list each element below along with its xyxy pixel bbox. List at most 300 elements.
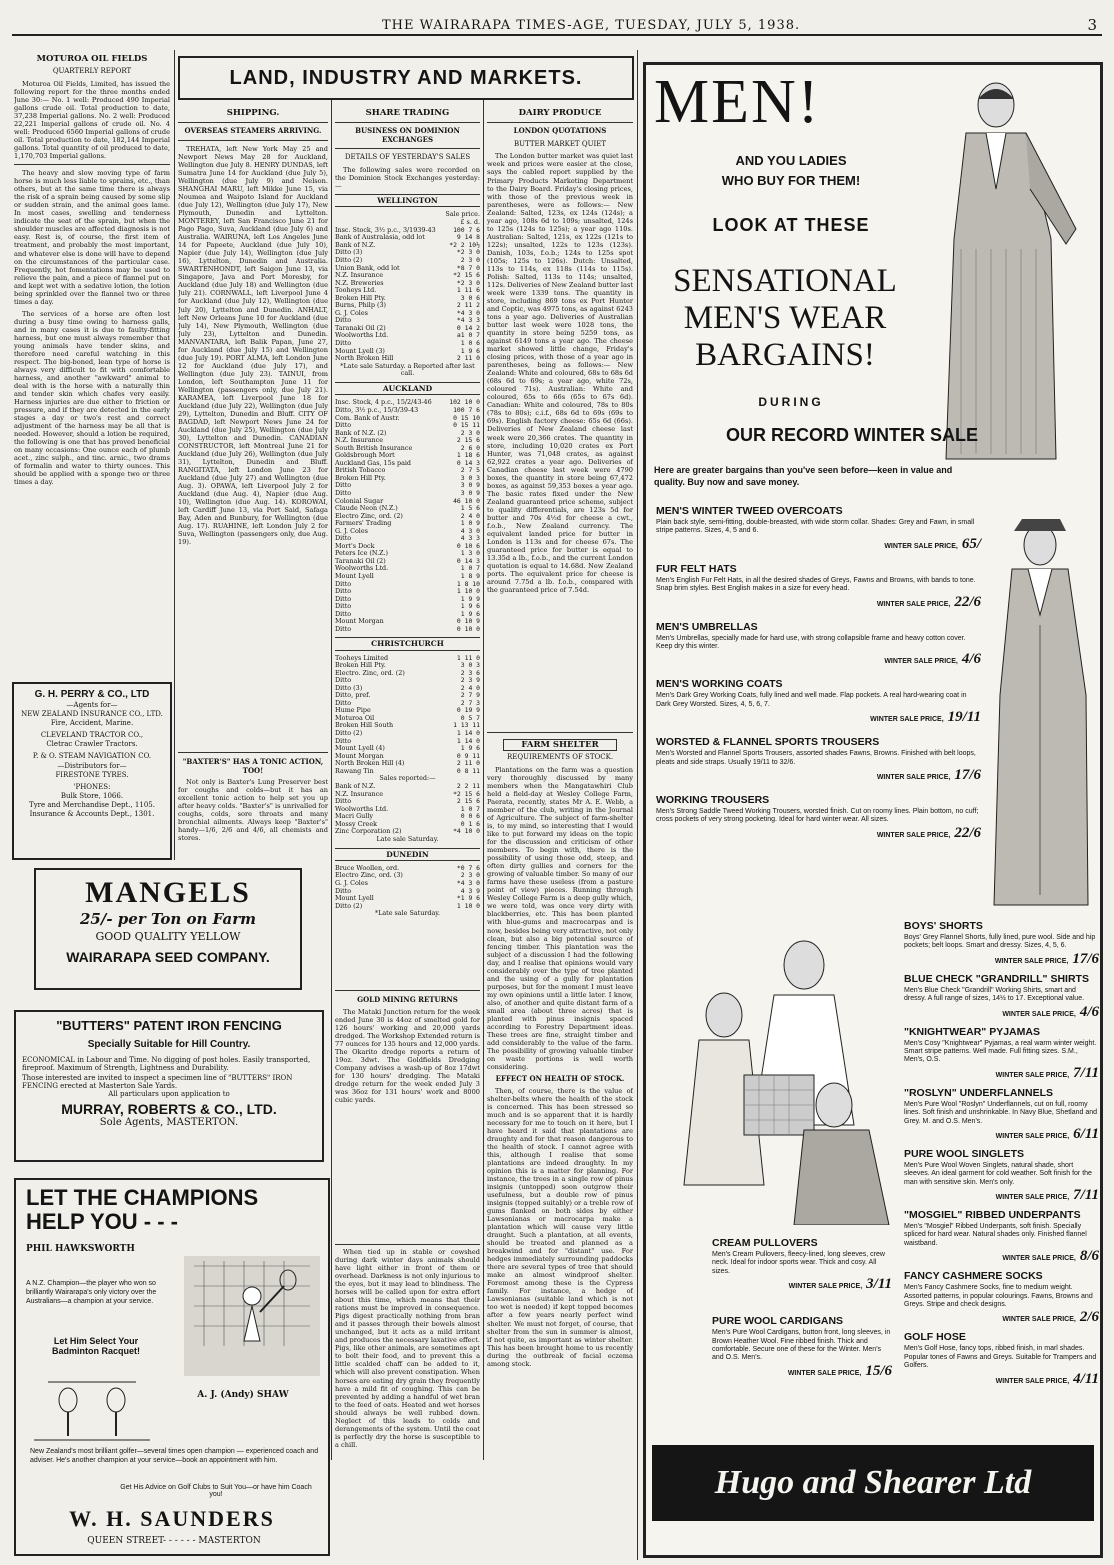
share-name: Broken Hill Pty. xyxy=(335,293,386,302)
sale-item xyxy=(904,1148,1099,1204)
wellington-note: *Late sale Saturday. a Reported after last call. xyxy=(340,361,475,378)
share-price: 1 0 9 xyxy=(460,519,480,528)
gold-body: The Mataki Junction return for the week ended June 30 is 44oz of smelted gold for 126 hours' working and 20,000 yards dredged. The Workshop Extended return is 77 ounces for 135 hours and 12,000 yards. The Okarito dredge reports a return of 19oz. 3dwt. The Goldfields Dredging Company advises a wash-up of 8oz 17dwt for 130 hours' dredging. The Mataki dredge return for the week ended July 3 was 36oz for 131 hours' work and 8000 cubic yards. xyxy=(335,1007,480,1104)
share-price: 2 7 3 xyxy=(460,698,480,707)
sale-item xyxy=(904,973,1099,1021)
sale-price-label: WINTER SALE PRICE, xyxy=(995,1377,1070,1385)
share-row xyxy=(335,626,480,634)
share-name: North Broken Hill xyxy=(335,354,394,363)
sale-item-desc: Men's Pure Wool Woven Singlets, natural shade, short sleeves. An ideal garment for cold weather. Soft finish for the man with sensitive skin. Men's only. xyxy=(904,1161,1092,1186)
sale-item-desc: Men's Fancy Cashmere Socks, fine to medium weight. Assorted patterns, in popular colourings. Fawns, Browns and Greys. Stripe and check designs. xyxy=(904,1284,1093,1309)
share-price: 0 9 11 xyxy=(456,751,480,760)
share-price: *4 10 0 xyxy=(453,827,480,836)
sale-price-value: 7/11 xyxy=(1073,1064,1099,1081)
sale-item-title: WORSTED & FLANNEL SPORTS TROUSERS xyxy=(656,736,880,749)
share-price: 3 0 6 xyxy=(460,293,480,302)
sale-item xyxy=(904,1331,1099,1387)
sale-item-price-line xyxy=(656,825,981,842)
share-price: *2 3 0 xyxy=(456,278,480,287)
share-price: 0 10 0 xyxy=(456,624,480,633)
sale-item-desc: Men's English Fur Felt Hats, in all the desired shades of Greys, Fawns and Browns, with bands to tone. Snap brim styles. Best English makes in a size for every head. xyxy=(656,576,976,593)
badminton-player-illustration xyxy=(184,1256,320,1376)
gold-head: GOLD MINING RETURNS xyxy=(357,995,458,1004)
sale-item xyxy=(904,1270,1099,1326)
share-price: 4 3 9 xyxy=(460,886,480,895)
mangels-quality: GOOD QUALITY YELLOW xyxy=(95,930,241,943)
share-name: Woolworths Ltd. xyxy=(335,564,389,573)
share-name: G. J. Coles xyxy=(335,878,368,887)
butters-line-1: ECONOMICAL in Labour and Time. No digging of post holes. Easily transported, fireproof. Maximum of Strength, Lightness and Durability. xyxy=(22,1056,311,1072)
perry-agency-2: CLEVELAND TRACTOR CO., xyxy=(40,731,144,740)
sale-price-value: 6/11 xyxy=(1073,1125,1099,1142)
share-name: Woolworths Ltd. xyxy=(335,331,389,340)
share-price: 4 3 0 xyxy=(460,526,480,535)
sale-price-label: WINTER SALE PRICE, xyxy=(995,1071,1070,1079)
christchurch-table xyxy=(335,655,480,776)
sale-item-title: WORKING TROUSERS xyxy=(656,793,770,806)
share-name: Zinc Corporation (2) xyxy=(335,827,402,836)
share-name: Moturoa Oil xyxy=(335,713,375,722)
christchurch-heading: CHRISTCHURCH xyxy=(335,637,480,650)
share-price: 1 18 6 xyxy=(456,451,480,460)
share-trading-column xyxy=(335,106,480,986)
share-name: N.Z. Breweries xyxy=(335,278,384,287)
sale-item-title: MEN'S UMBRELLAS xyxy=(656,620,758,633)
champions-title-1: LET THE CHAMPIONS xyxy=(26,1185,259,1210)
share-name: North Broken Hill (4) xyxy=(335,759,405,768)
share-price: 1 0 7 xyxy=(460,564,480,573)
sale-item-desc: Men's Golf Hose, fancy tops, ribbed finish, in marl shades. Popular tones of Fawns and Greys. Suitable for Trampers and Golfers. xyxy=(904,1345,1097,1370)
share-price: 0 19 9 xyxy=(456,706,480,715)
moturoa-subtitle: QUARTERLY REPORT xyxy=(52,67,132,76)
sale-price-value: 22/6 xyxy=(954,824,981,841)
share-price: 2 11 0 xyxy=(456,354,480,363)
sale-item xyxy=(904,1087,1099,1143)
ad-look: LOOK AT THESE xyxy=(712,215,870,235)
share-name: Broken Hill Pty. xyxy=(335,473,386,482)
share-price: 1 10 0 xyxy=(456,587,480,596)
sale-item-desc: Men's "Mosgiel" Ribbed Underpants, soft finish. Specially spliced for hard wear. Natural shades only. Finished flannel waistband. xyxy=(904,1223,1087,1247)
share-price: 2 7 5 xyxy=(460,466,480,475)
farm-sub: REQUIREMENTS OF STOCK. xyxy=(506,753,614,762)
dairy-column xyxy=(487,106,633,726)
share-price: 3 0 9 xyxy=(460,488,480,497)
butters-line-3: All particulars upon application to xyxy=(108,1090,230,1098)
sale-price-header: Sale price. xyxy=(445,210,480,219)
sale-item-title: "MOSGIEL" RIBBED UNDERPANTS xyxy=(904,1209,1081,1222)
share-price: 100 7 6 xyxy=(453,225,480,234)
dunedin-note: *Late sale Saturday. xyxy=(374,909,441,918)
share-price: 2 3 9 xyxy=(460,676,480,685)
land-banner xyxy=(178,56,634,100)
horse-para-2: The services of a horse are often lost during a busy time owing to harness galls, and in many cases it is due to faulty-fitting harness, but one must always remember that young animals have tender skins, and therefore need careful watching in this respect. The big-boned, lean type of horse is always very difficult to fit with comfortable harness, and another "awkward" animal to deal with is the horse with a naturally thin and tender skin which chafes very easily. Harness injuries are due either to friction or pressure, and if they are detected in the early stages a day or two's rest and correct adjustment of the harness may be all that is needed. However, should a lotion be required, the following is one that has proved beneficial on many occasions: One ounce each of plumb acet., zinc sulph., and tinc. arnic., two drams of formalin and water to thirty ounces. This should be applied with a sponge two or three times a day. xyxy=(14,309,170,487)
champion-1-name: PHIL HAWKSWORTH xyxy=(26,1244,135,1255)
bottom-item-list xyxy=(712,1237,892,1402)
share-row xyxy=(335,880,480,888)
share-name: Mossy Creek xyxy=(335,819,377,828)
shipping-body: TREHATA, left New York May 25 and Newport News May 28 for Auckland, Wellington due July 8. HENRY DUNDAS, left Sumatra June 14 for Auckland (due July 5), Wellington (due July 9) and Nelson. SHANGHAI MARU, left Mikke June 15, via Noumea and Waipoto Island for Auckland (due July 12), Wellington (due July 17), New Plymouth, Dunedin and Lyttelton. MONTEREY, left San Francisco June 21 for Pago Pago, Suva, Auckland (due July 6) and Australia. WAIRUNA, left Los Angeles June 14 for Papeete, Auckland (due July 10), Napier (due July 14), Wellington (due July 16), Lyttelton, Dunedin and Australia. SWARTENHONDT, left Saigon June 13, via Singapore, Java and Port Moresby, for Auckland (due July 18) and Wellington (due July 21). CORNWALL, left Liverpool June 4 for Auckland (due July 12), Wellington (due July 20), Lyttelton and Dunedin. ANHALT, left New Orleans June 10 for Auckland (due July 14), New Plymouth, Wellington (due July 23), Lyttelton and Dunedin. MANVANTARA, left Balik Papan, June 27, for Auckland (due July 15) and Wellington (due July 19). PORT ALMA, left London June 12 for Auckland (due July 17), and Wellington (due July 23). TAINUI, from London, left Southampton June 11 for Wellington (passengers only, due July 21). KARAMEA, left Liverpool June 18 for Auckland (due July 22), Wellington (due July 29), Lyttelton, Dunedin and Bluff. CITY OF BAGDAD, left Newport News June 24 for Auckland (due July 25), Wellington (due July 30), Lyttelton and Dunedin. CANADIAN CONSTRUCTOR, left Montreal June 21 for Auckland (due July 26), Wellington (due July 31), Lyttelton, Dunedin and Bluff. RANGITATA, left London June 23 for Auckland (due July 27) and Wellington (due Aug. 3). OPAWA, left Liverpool July 2 for Auckland (due Aug. 4), Napier (due Aug. 10), Wellington (due Aug. 14). KOROWAI, left Cardiff June 13, via Port Said, Safaga Bay, Aden and Bunbury, for Wellington (due Aug. 17). RUAHINE, left London July 2 for Suva, Wellington (passengers only, due Aug. 19). xyxy=(178,144,328,547)
sale-price-label: WINTER SALE PRICE, xyxy=(870,716,944,724)
share-name: G. J. Coles xyxy=(335,526,368,535)
moturoa-title: MOTUROA OIL FIELDS xyxy=(36,54,148,64)
sale-item-price-line xyxy=(656,536,981,553)
share-name: Broken Hill Pty. xyxy=(335,661,386,670)
sale-item xyxy=(904,920,1099,968)
share-price: *4 3 0 xyxy=(456,878,480,887)
share-price: 46 10 0 xyxy=(453,496,480,505)
christchurch-sub: Sales reported:— xyxy=(379,774,436,783)
sale-price-value: 17/6 xyxy=(954,766,981,783)
left-item-list xyxy=(656,505,981,852)
share-price: 2 4 0 xyxy=(460,683,480,692)
butters-ad xyxy=(14,1010,324,1162)
sale-item-price-line xyxy=(904,1248,1099,1265)
share-price: 0 1 6 xyxy=(460,819,480,828)
share-price: 1 9 9 xyxy=(460,594,480,603)
share-name: Ditto xyxy=(335,534,352,543)
mangels-title: MANGELS xyxy=(85,876,251,909)
moturoa-body: Moturoa Oil Fields, Limited, has issued the following report for the three months ended June 30:— No. 1 well: Produced 490 Imperial gallons crude oil. Total production to date, 37,238 Imperial gallons. No. 2 well: Produced 22,221 Imperial gallons of crude oil. No. 4 well: Produced 6560 Imperial gallons of crude oil. Total production to date, 182,144 Imperial gallons. Total quantity of oil produced to date, 1,170,703 Imperial gallons. xyxy=(14,79,170,161)
share-name: South British Insurance xyxy=(335,443,413,452)
share-name: Bank of N.Z. xyxy=(335,240,376,249)
sale-price-value: 15/6 xyxy=(865,1362,892,1379)
sale-item-price-line xyxy=(904,951,1099,968)
share-name: Mort's Dock xyxy=(335,541,375,550)
sale-item-title: MEN'S WINTER TWEED OVERCOATS xyxy=(656,505,843,517)
perry-agency-3: P. & O. STEAM NAVIGATION CO. xyxy=(32,752,152,761)
saunders-address: QUEEN STREET- - - - - - MASTERTON xyxy=(87,1536,261,1546)
perry-phones: 'PHONES: xyxy=(73,782,111,791)
shares-sub-2: DETAILS OF YESTERDAY'S SALES xyxy=(344,153,471,162)
sale-price-value: 22/6 xyxy=(954,593,981,610)
share-name: Ditto xyxy=(335,624,352,633)
share-name: Ditto (2) xyxy=(335,901,363,910)
ad-ladies-1: AND YOU LADIES xyxy=(735,153,847,168)
share-price: 0 15 10 xyxy=(453,413,480,422)
share-name: Ditto xyxy=(335,676,352,685)
sale-item-title: PURE WOOL CARDIGANS xyxy=(712,1315,844,1328)
sale-item-price-line xyxy=(712,1276,892,1293)
sale-item xyxy=(656,678,981,726)
sale-price-label: WINTER SALE PRICE, xyxy=(994,957,1069,965)
sale-item-price-line xyxy=(712,1363,892,1380)
share-price: 0 0 6 xyxy=(460,812,480,821)
share-name: G. J. Coles xyxy=(335,308,368,317)
share-name: Colonial Sugar xyxy=(335,496,384,505)
share-price: *4 3 3 xyxy=(456,316,480,325)
share-price: 0 5 7 xyxy=(460,713,480,722)
share-price: 1 5 6 xyxy=(460,504,480,513)
sale-item-desc: Men's Umbrellas, specially made for hard use, with strong collapsible frame and heavy cotton cover. Keep dry this winter. xyxy=(656,634,966,650)
lsd-header: £ s. d. xyxy=(460,218,480,226)
sale-item-desc: Men's Cosy "Knightwear" Pyjamas, a real warm winter weight. Smart stripe patterns. Well made. Full fitting sizes. S.M., Men's, O.S. xyxy=(904,1039,1097,1064)
share-name: Ditto xyxy=(335,488,352,497)
share-name: Ditto xyxy=(335,602,352,611)
share-name: Mount Morgan xyxy=(335,751,384,760)
sale-price-label: WINTER SALE PRICE, xyxy=(787,1369,862,1377)
ad-headline-men: MEN! xyxy=(654,68,821,136)
share-name: Ditto xyxy=(335,587,352,596)
perry-agents: —Agents for— xyxy=(66,701,118,709)
sale-item xyxy=(904,1026,1099,1082)
share-price: 1 14 0 xyxy=(456,728,480,737)
perry-agency-2-sub: Cletrac Crawler Tractors. xyxy=(46,740,138,749)
baxter-article xyxy=(178,752,328,852)
sale-price-value: 4/6 xyxy=(1079,1003,1099,1020)
perry-phone-2: Tyre and Merchandise Dept., 1105. xyxy=(29,800,155,809)
share-price: 3 0 3 xyxy=(460,473,480,482)
christchurch-table-2 xyxy=(335,783,480,836)
share-name: Ditto, pref. xyxy=(335,691,371,700)
share-name: Farmers' Trading xyxy=(335,519,392,528)
farm-shelter-article xyxy=(487,732,633,1560)
sale-item-title: BOYS' SHORTS xyxy=(904,920,983,932)
share-price: 1 11 6 xyxy=(456,286,480,295)
share-name: Ditto, 3½ p.c., 15/3/39-43 xyxy=(335,405,419,414)
champion-2-cta: Get His Advice on Golf Clubs to Suit You—or have him Coach you! xyxy=(120,1484,312,1498)
sale-item-desc: Men's Cream Pullovers, fleecy-lined, long sleeves, crew neck. Ideal for indoor sports wear. Thick and cosy. All sizes. xyxy=(712,1251,885,1275)
share-row xyxy=(335,692,480,700)
share-name: Mount Lyell (4) xyxy=(335,744,385,753)
ad-during: DURING xyxy=(758,395,824,409)
horse-para-1: The heavy and slow moving type of farm horse is much less liable to sprains, etc., than others, but at the same time there is always the risk of a sprain being caused by some slip or sudden strain, and the animal goes lame. In most cases, swelling and tenderness indicate the seat of the sprain, but when the shoulder muscles are affected diagnosis is not easy. Rest is, of course, the first item of treatment, and probably the most important, and whatever else is done will have to depend on the circumstances of the particular case. Frequently, hot fomentations may be used to relieve the pain, and a piece of flannel put on and kept wet with a sedative lotion, the lotion being sprinkled over the flannel two or three times a day. xyxy=(14,169,170,306)
share-name: Bank of Australasia, odd lot xyxy=(335,233,425,242)
sale-price-label: WINTER SALE PRICE, xyxy=(876,600,951,608)
shipping-head: SHIPPING. xyxy=(226,108,280,118)
sale-item xyxy=(656,736,981,784)
champion-2-desc: New Zealand's most brilliant golfer—several times open champion — experienced coach and adviser. He's another champion at your service—book an appointment with him. xyxy=(30,1448,319,1464)
share-price: 2 15 6 xyxy=(456,436,480,445)
sale-price-label: WINTER SALE PRICE, xyxy=(884,542,958,550)
share-name: Bruce Woollen, ord. xyxy=(335,863,400,872)
share-price: 0 10 6 xyxy=(456,541,480,550)
ad-sensational-3: BARGAINS! xyxy=(695,336,875,373)
racquets-illustration xyxy=(28,1376,156,1446)
right-item-list xyxy=(904,920,1099,1393)
sale-item-price-line xyxy=(656,767,981,784)
butters-title: "BUTTERS" PATENT IRON FENCING xyxy=(56,1018,282,1033)
champions-title-2: HELP YOU - - - xyxy=(26,1209,178,1235)
mangels-ad xyxy=(34,868,302,990)
share-name: Ditto xyxy=(335,421,352,430)
share-price: 1 9 6 xyxy=(460,602,480,611)
butters-line-2: Those interested are invited to inspect a specimen line of "BUTTERS" IRON FENCING erected at Masterton Sale Yards. xyxy=(22,1074,293,1090)
sale-price-label: WINTER SALE PRICE, xyxy=(876,831,951,839)
auckland-table xyxy=(335,399,480,633)
ad-sensational-2: MEN'S WEAR xyxy=(683,299,887,336)
ad-ladies-2: WHO BUY FOR THEM! xyxy=(721,172,861,188)
share-name: Ditto xyxy=(335,736,352,745)
share-name: Ditto xyxy=(335,609,352,618)
sale-price-value: 4/11 xyxy=(1073,1370,1099,1387)
share-name: Tooheys Limited xyxy=(335,653,389,662)
farm-sub-2: EFFECT ON HEALTH OF STOCK. xyxy=(495,1074,625,1084)
share-name: Ditto xyxy=(335,594,352,603)
perry-phone-1: Bulk Store, 1066. xyxy=(60,791,124,800)
share-price: 2 3 0 xyxy=(460,428,480,437)
sale-price-label: WINTER SALE PRICE, xyxy=(876,773,951,781)
dunedin-table xyxy=(335,865,480,910)
share-price: 1 14 0 xyxy=(456,736,480,745)
share-price: 1 8 9 xyxy=(460,572,480,580)
sale-item-title: FANCY CASHMERE SOCKS xyxy=(904,1270,1043,1283)
share-price: 2 3 0 xyxy=(460,871,480,880)
shirt-men-illustration xyxy=(654,925,894,1225)
sale-item-desc: Men's Blue Check "Grandrill" Working Shirts, smart and dressy. A full range of sizes, 14½ to 17. Exceptional value. xyxy=(904,986,1085,1003)
moturoa-article xyxy=(14,52,170,680)
perry-phone-3: Insurance & Accounts Dept., 1301. xyxy=(29,810,155,819)
share-row xyxy=(335,603,480,611)
shares-sub-1: BUSINESS ON DOMINION EXCHANGES xyxy=(355,126,460,144)
share-name: Ditto xyxy=(335,797,352,806)
land-title: LAND, INDUSTRY AND MARKETS. xyxy=(229,67,583,89)
share-price: *0 7 6 xyxy=(456,863,480,872)
sale-item-price-line xyxy=(904,1004,1099,1021)
share-name: Ditto xyxy=(335,579,352,588)
sale-item-price-line xyxy=(904,1309,1099,1326)
share-price: 2 15 6 xyxy=(456,797,480,806)
sale-item-desc: Men's Strong Saddle Tweed Working Trousers, worsted finish. Cut on roomy lines. Plain bottom, no cuff; cross pockets of very strong pocketing. Ideal for hard winter wear. All sizes. xyxy=(656,807,979,824)
wellington-table xyxy=(335,227,480,363)
sale-item-title: "KNIGHTWEAR" PYJAMAS xyxy=(904,1025,1040,1038)
perry-distributors: —Distributors for— xyxy=(57,761,127,770)
sale-item-desc: Plain back style, semi-fitting, double-breasted, with wide storm collar. Shades: Grey and Fawn, in small stripe patterns. Sizes, 4, 5 and 6. xyxy=(656,519,975,535)
share-price: 1 0 6 xyxy=(460,339,480,348)
perry-agency-1-sub: Fire, Accident, Marine. xyxy=(50,719,134,728)
hugo-shearer-ad xyxy=(643,62,1103,1558)
share-name: Bank of N.Z. (2) xyxy=(335,428,387,437)
share-name: Woolworths Ltd. xyxy=(335,804,389,813)
share-price: 3 0 3 xyxy=(460,661,480,670)
share-name: Broken Hill South xyxy=(335,721,394,730)
dairy-sub-1: LONDON QUOTATIONS xyxy=(513,126,607,136)
share-price: 4 3 3 xyxy=(460,534,480,543)
sale-item-desc: Men's Dark Grey Working Coats, fully lined and well made. Flap pockets. A real hard-wearing coat in Dark Grey Worsted. Sizes, 4, 5, 6, 7. xyxy=(656,692,967,708)
share-name: Burns, Philp (3) xyxy=(335,301,387,310)
dairy-head: DAIRY PRODUCE xyxy=(518,108,602,118)
butters-subtitle: Specially Suitable for Hill Country. xyxy=(87,1039,251,1050)
dunedin-heading: DUNEDIN xyxy=(335,848,480,861)
share-name: Electro Zinc, ord. (3) xyxy=(335,871,403,880)
share-name: Ditto xyxy=(335,698,352,707)
baxter-title: "BAXTER'S" HAS A TONIC ACTION, TOO! xyxy=(182,757,324,775)
share-name: Mount Morgan xyxy=(335,617,384,626)
share-name: Rawang Tin xyxy=(335,766,374,775)
share-price: 1 9 6 xyxy=(460,744,480,753)
share-name: Ditto xyxy=(335,481,352,490)
share-row xyxy=(335,475,480,483)
sale-price-value: 17/6 xyxy=(1072,950,1099,967)
gold-mining-article xyxy=(335,990,480,1240)
share-name: N.Z. Insurance xyxy=(335,271,383,280)
stable-article xyxy=(335,1244,480,1560)
sale-item-title: BLUE CHECK "GRANDRILL" SHIRTS xyxy=(904,972,1089,985)
share-price: *8 7 0 xyxy=(456,263,480,272)
share-row xyxy=(335,482,480,490)
share-name: Ditto (2) xyxy=(335,728,363,737)
sale-price-label: WINTER SALE PRICE, xyxy=(1002,1255,1076,1263)
sale-item-desc: Men's Worsted and Flannel Sports Trousers, assorted shades Fawns, Browns. Finished with belt loops, pleats and side straps. Usually 19/11 to 32/6. xyxy=(656,750,976,766)
butters-agents: Sole Agents, MASTERTON. xyxy=(99,1117,239,1128)
share-name: Ditto (3) xyxy=(335,248,363,257)
share-name: Taranaki Oil (2) xyxy=(335,323,386,332)
shares-head: SHARE TRADING xyxy=(365,108,450,118)
sale-price-label: WINTER SALE PRICE, xyxy=(995,1132,1070,1140)
share-name: Mount Lyell xyxy=(335,894,374,903)
sale-price-label: WINTER SALE PRICE, xyxy=(995,1194,1070,1202)
share-price: *1 9 6 xyxy=(456,894,480,903)
share-name: Bank of N.Z. xyxy=(335,782,376,791)
share-price: 1 10 0 xyxy=(456,901,480,910)
butters-company: MURRAY, ROBERTS & CO., LTD. xyxy=(61,1101,277,1117)
share-price: *2 15 6 xyxy=(453,789,480,798)
share-price: 2 2 11 xyxy=(456,782,480,791)
perry-agency-4: FIRESTONE TYRES. xyxy=(55,770,129,779)
share-name: Hume Pipe xyxy=(335,706,371,715)
mangels-company: WAIRARAPA SEED COMPANY. xyxy=(66,949,270,965)
sale-item-price-line xyxy=(656,709,981,726)
share-name: Electro. Zinc, ord. (2) xyxy=(335,668,405,677)
ad-sensational-1: SENSATIONAL xyxy=(673,263,897,299)
sale-price-value: 8/6 xyxy=(1079,1248,1099,1265)
share-name: Ditto (2) xyxy=(335,256,363,264)
share-row xyxy=(335,670,480,678)
share-price: 0 8 11 xyxy=(456,766,480,775)
share-name: Insc. Stock, 4 p.c., 15/2/43-46 xyxy=(335,398,432,407)
share-price: 0 14 3 xyxy=(456,556,480,565)
share-price: a1 0 7 xyxy=(456,331,480,340)
share-name: Tooheys Ltd. xyxy=(335,286,377,295)
sale-item-price-line xyxy=(656,594,981,611)
share-price: 100 7 6 xyxy=(453,405,480,414)
sale-item xyxy=(656,621,981,669)
share-name: Ditto xyxy=(335,339,352,348)
sale-item xyxy=(712,1237,892,1293)
champions-ad xyxy=(14,1178,330,1556)
stable-body: When tied up in stable or cowshed during dark winter days animals should have light either in front of them or overhead. Darkness is not only injurious to the eyes, but it may lead to blindness. The horses will be called upon for extra effort about this time, which means that their rations must be improved in consequence. Pigs digest practically nothing from bran and it passes through their bowels almost unchanged, but it acts as a mild irritant and produces the necessary laxative effect. Pigs, like other animals, are sometimes apt to bolt their food, and to prevent this a little scalded chaff can be added to it, which will also prevent constipation. When horses are eating dry grain they frequently have a mild fit of coughing. This can be prevented by adding a handful of wet bran to the feed of oats. Heated and wet horses should always be well rubbed down. Neglect of this leads to colds and derangements of the system. Until the coat is perfectly dry the horse is susceptible to a chill. xyxy=(335,1248,480,1449)
share-name: Electro Zinc, ord. (2) xyxy=(335,511,403,520)
share-price: 2 7 9 xyxy=(460,691,480,700)
share-row xyxy=(335,332,480,340)
share-name: Ditto (3) xyxy=(335,683,363,692)
share-name: Peters Ice (N.Z.) xyxy=(335,549,388,558)
auckland-heading: AUCKLAND xyxy=(335,382,480,395)
share-price: 0 14 2 xyxy=(456,323,480,332)
share-price: *2 15 6 xyxy=(453,271,480,280)
sale-item-price-line xyxy=(904,1126,1099,1143)
ad-record-sale: OUR RECORD WINTER SALE xyxy=(726,425,978,445)
dairy-body: The London butter market was quiet last week and prices were easier at the close, says the cabled report supplied by the Primary Products Marketing Department to the Dairy Board. Friday's closing prices, with those of the previous week in parentheses, were as follows:— New Zealand: Salted, 123s, ex 124s (124s); a year ago, 108s 6d to 109s; unsalted, 124s to 125s (124s to 125s); a year ago 110s. Australian: Salted, 121s, ex 122s (121s to 122s); unsalted, 122s to 123s (123s). Danish, 103s, f.o.b.; 124s to 125s spot (105s; 125s to 126s). Dutch: Unsalted, 113s to 114s, ex 118s (114s to 115s). Polish: Salted, 113s to 114s; unsalted, 112s. Deliveries of New Zealand butter last week were 1339 tons. The quantity in store, including 869 tons ex Port Hunter and Coptic, was 4975 tons, as against 6243 tons a year ago. Deliveries of Australian butter last week were 1028 tons, the quantity in store being 5259 tons, as against 6149 tons a year ago. The cheese market showed little change, Friday's closing prices, with those of a year ago in parentheses, being as follows:— New Zealand: White and coloured, 68s to 68s 6d (68s 6d to 69s; a year ago, white 72s, coloured 71s). Australian: White and coloured, 65s to 66s (65s to 67s 6d). Canadian: White and coloured, 78s to 80s (78s to 80s); c.i.f., 68s 6d to 69s (69s to 69s). English factory cheese: 65s 6d (66s). Deliveries of New Zealand cheese last week were 20,366 crates. The quantity in store, including 10,020 crates ex Port Hunter, was 71,048 crates, as against 62,922 crates a year ago. Deliveries of Canadian cheese last week were 4790 boxes, the quantity in store being 67,472 boxes, as against 59,353 boxes a year ago. The basic rates fixed under the New Zealand guaranteed price scheme, subject to quality differentials, are 123s 5d for butter and 70s 4½d for cheese a cwt., f.o.b., New Zealand currency. The equivalent landed price for butter in London is 113s and for cheese 67s. The guaranteed price for butter is equal to 13.35d a lb., f.o.b., and the current London quotation is equal to 14.68d. New Zealand ports. The equivalent price for cheese is around 7.75d a lb. f.o.b., compared with the guaranteed price of 7.54d. xyxy=(487,152,633,595)
sale-price-value: 65/ xyxy=(961,535,981,552)
share-name: Ditto xyxy=(335,886,352,895)
sale-item xyxy=(712,1315,892,1380)
saunders-name: W. H. SAUNDERS xyxy=(69,1506,275,1531)
shares-intro: The following sales were recorded on the Dominion Stock Exchanges yesterday:— xyxy=(335,165,480,191)
hugo-shearer-logo: Hugo and Shearer Ltd xyxy=(652,1445,1094,1521)
share-price: 2 4 0 xyxy=(460,511,480,520)
champion-2-name: A. J. (Andy) SHAW xyxy=(197,1390,289,1400)
share-price: 2 3 0 xyxy=(460,256,480,264)
shipping-sub: OVERSEAS STEAMERS ARRIVING. xyxy=(184,126,322,136)
sale-item-price-line xyxy=(904,1371,1099,1388)
share-name: N.Z. Insurance xyxy=(335,789,383,798)
champion-1-cta: Let Him Select Your Badminton Racquet! xyxy=(51,1336,140,1356)
sale-price-value: 4/6 xyxy=(961,651,981,668)
share-name: Auckland Gas, 15s paid xyxy=(335,458,412,467)
farm-head: FARM SHELTER xyxy=(503,739,617,751)
share-name: Insc. Stock, 3½ p.c., 3/1939-43 xyxy=(335,225,436,234)
share-row xyxy=(335,588,480,596)
